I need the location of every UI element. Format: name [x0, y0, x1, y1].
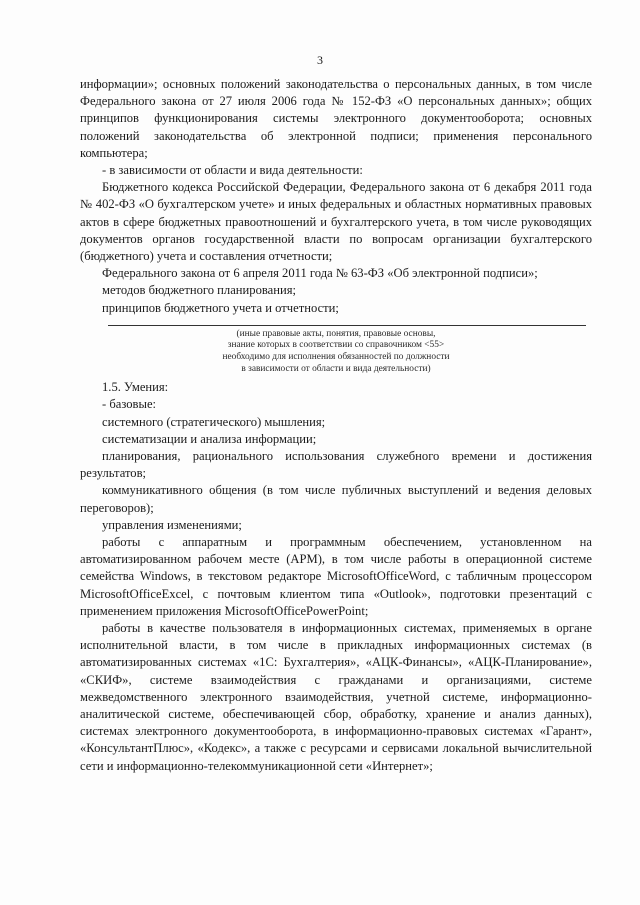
paragraph: 1.5. Умения: — [102, 380, 169, 395]
paragraph: - в зависимости от области и вида деятельности: — [102, 163, 363, 178]
paragraph: работы с аппаратным и программным обеспечением, установленном на автоматизированном рабочем месте (АРМ), в том числе работы в операционной системе семейства Windows, в текстовом редакторе MicrosoftOfficeWord, с табличным процессором MicrosoftOfficeExcel, с почтовым клиентом типа «Outlook», подготовки презентаций с применением приложения MicrosoftOfficePowerPoint; — [80, 535, 592, 618]
footnote-line: знание которых в соответствии со справочником <55> — [227, 340, 445, 351]
paragraph: коммуникативного общения (в том числе публичных выступлений и ведения деловых переговоров); — [80, 483, 592, 515]
paragraph: - базовые: — [102, 397, 157, 412]
paragraph: работы в качестве пользователя в информационных системах, применяемых в органе исполнительной власти, в том числе в прикладных информационных системах (в автоматизированных системах «1С: Бухгалтерия», «АЦК-Финансы», «АЦК-Планирование», «СКИФ», системе взаимодействия с гражданами и организациями, системе межведомственного электронного взаимодействия, учетной системе, информационно-аналитической системе, обеспечивающей сбор, обработку, хранение и анализ данных), системах электронного документооборота, в информационно-правовых системах «Гарант», «КонсультантПлюс», «Кодекс», а также с ресурсами и сервисами локальной вычислительной сети и информационно-телекоммуникационной сети «Интернет»; — [80, 621, 592, 773]
paragraph: Бюджетного кодекса Российской Федерации, Федерального закона от 6 декабря 2011 года № 402-ФЗ «О бухгалтерском учете» и иных федеральных и областных нормативных правовых актов в сфере бюджетных правоотношений и бухгалтерского учета, в том числе руководящих документов органов государственной власти по вопросам организации бухгалтерского (бюджетного) учета и составления отчетности; — [80, 180, 592, 264]
footnote-line: (иные правовые акты, понятия, правовые основы, — [236, 328, 436, 339]
paragraph: планирования, рационального использования служебного времени и достижения результатов; — [80, 449, 592, 481]
knowledge-section — [80, 76, 592, 317]
page-number: 3 — [317, 53, 323, 67]
footnote-line: необходимо для исполнения обязанностей по должности — [222, 352, 450, 363]
paragraph: управления изменениями; — [102, 517, 242, 532]
paragraph: принципов бюджетного учета и отчетности; — [102, 300, 339, 315]
paragraph: системного (стратегического) мышления; — [102, 414, 326, 429]
paragraph: информации»; основных положений законодательства о персональных данных, в том числе Федерального закона от 27 июля 2006 года № 152-ФЗ «О персональных данных»; общих принципов функционирования системы электронного документооборота; основных положений законодательства об электронной подписи; применения персонального компьютера; — [80, 77, 592, 160]
skills-section — [80, 379, 592, 775]
document-body — [80, 76, 592, 775]
footnote-line: в зависимости от области и вида деятельности) — [241, 363, 431, 374]
paragraph: Федерального закона от 6 апреля 2011 года № 63-ФЗ «Об электронной подписи»; — [102, 266, 538, 281]
footnote-caption — [80, 329, 592, 375]
paragraph: методов бюджетного планирования; — [102, 283, 297, 298]
blank-fill-line — [108, 323, 586, 326]
paragraph: систематизации и анализа информации; — [102, 431, 317, 446]
